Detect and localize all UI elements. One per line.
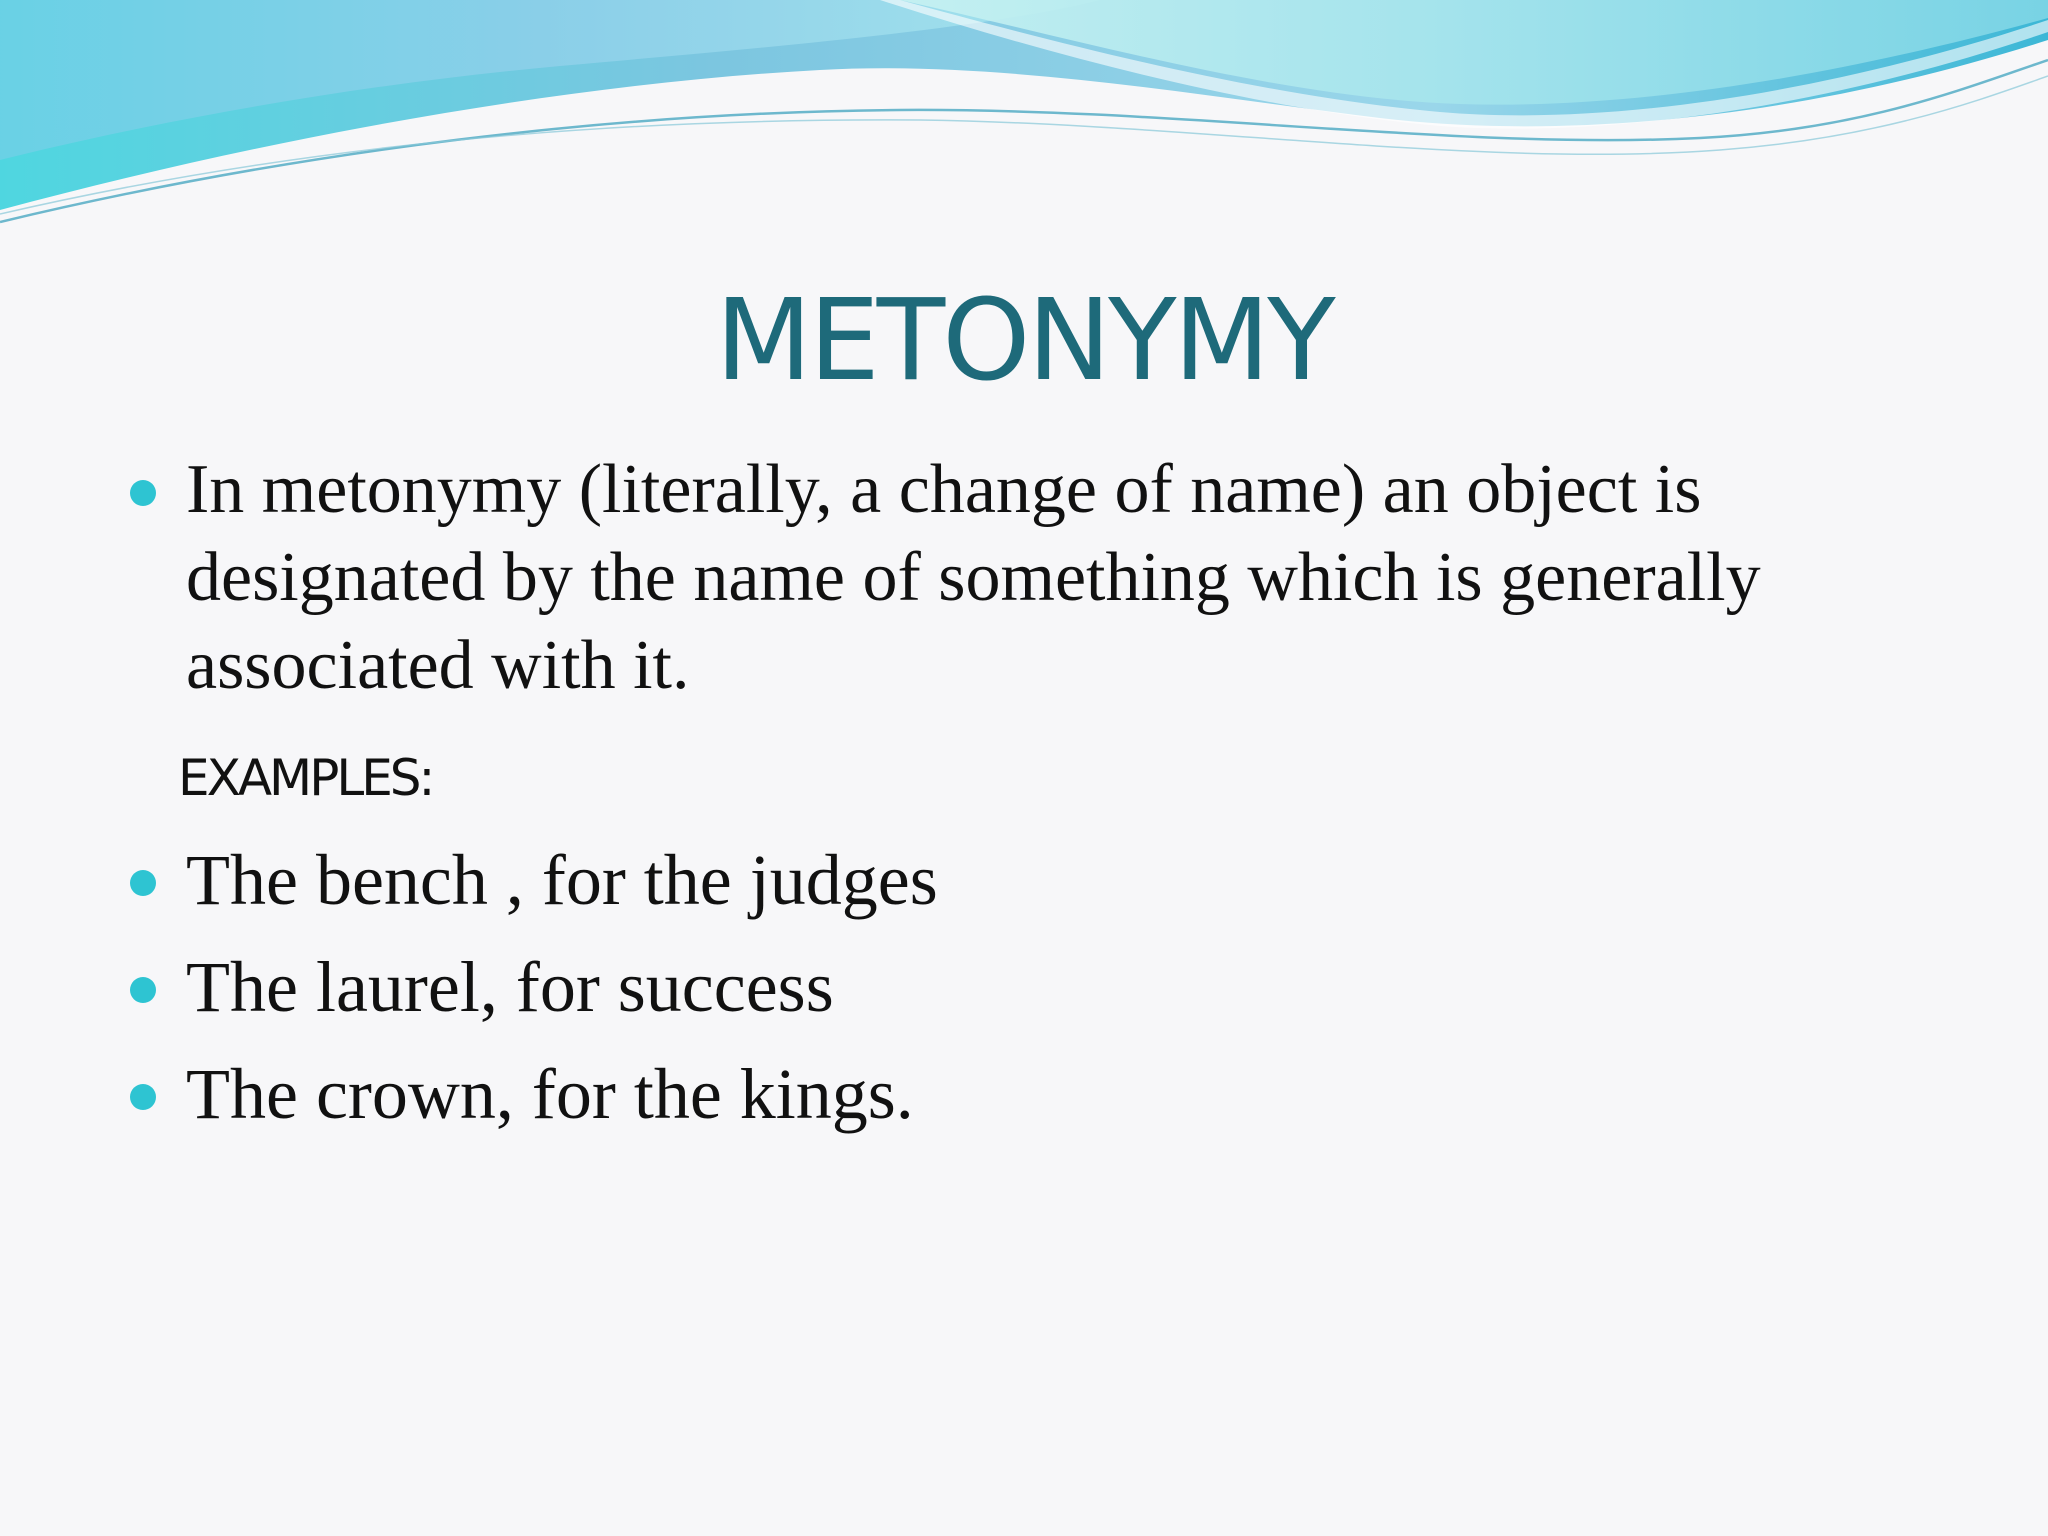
example-text: The crown, for the kings. bbox=[186, 1054, 914, 1134]
slide-title: METONYMY bbox=[715, 276, 1333, 406]
header-wave-decoration bbox=[0, 0, 2048, 240]
bullet-dot-icon bbox=[130, 480, 156, 506]
definition-bullet bbox=[130, 446, 1960, 710]
example-bullet bbox=[130, 943, 1910, 1031]
examples-label: EXAMPLES: bbox=[178, 749, 433, 807]
definition-text: In metonymy (literally, a change of name) an object is designated by the name of something which is generally associated with it. bbox=[186, 451, 1761, 704]
example-bullet bbox=[130, 1050, 1910, 1138]
example-text: The laurel, for success bbox=[186, 947, 834, 1027]
bullet-dot-icon bbox=[130, 870, 156, 896]
example-bullet bbox=[130, 836, 1910, 924]
bullet-dot-icon bbox=[130, 977, 156, 1003]
bullet-dot-icon bbox=[130, 1084, 156, 1110]
example-text: The bench , for the judges bbox=[186, 840, 938, 920]
